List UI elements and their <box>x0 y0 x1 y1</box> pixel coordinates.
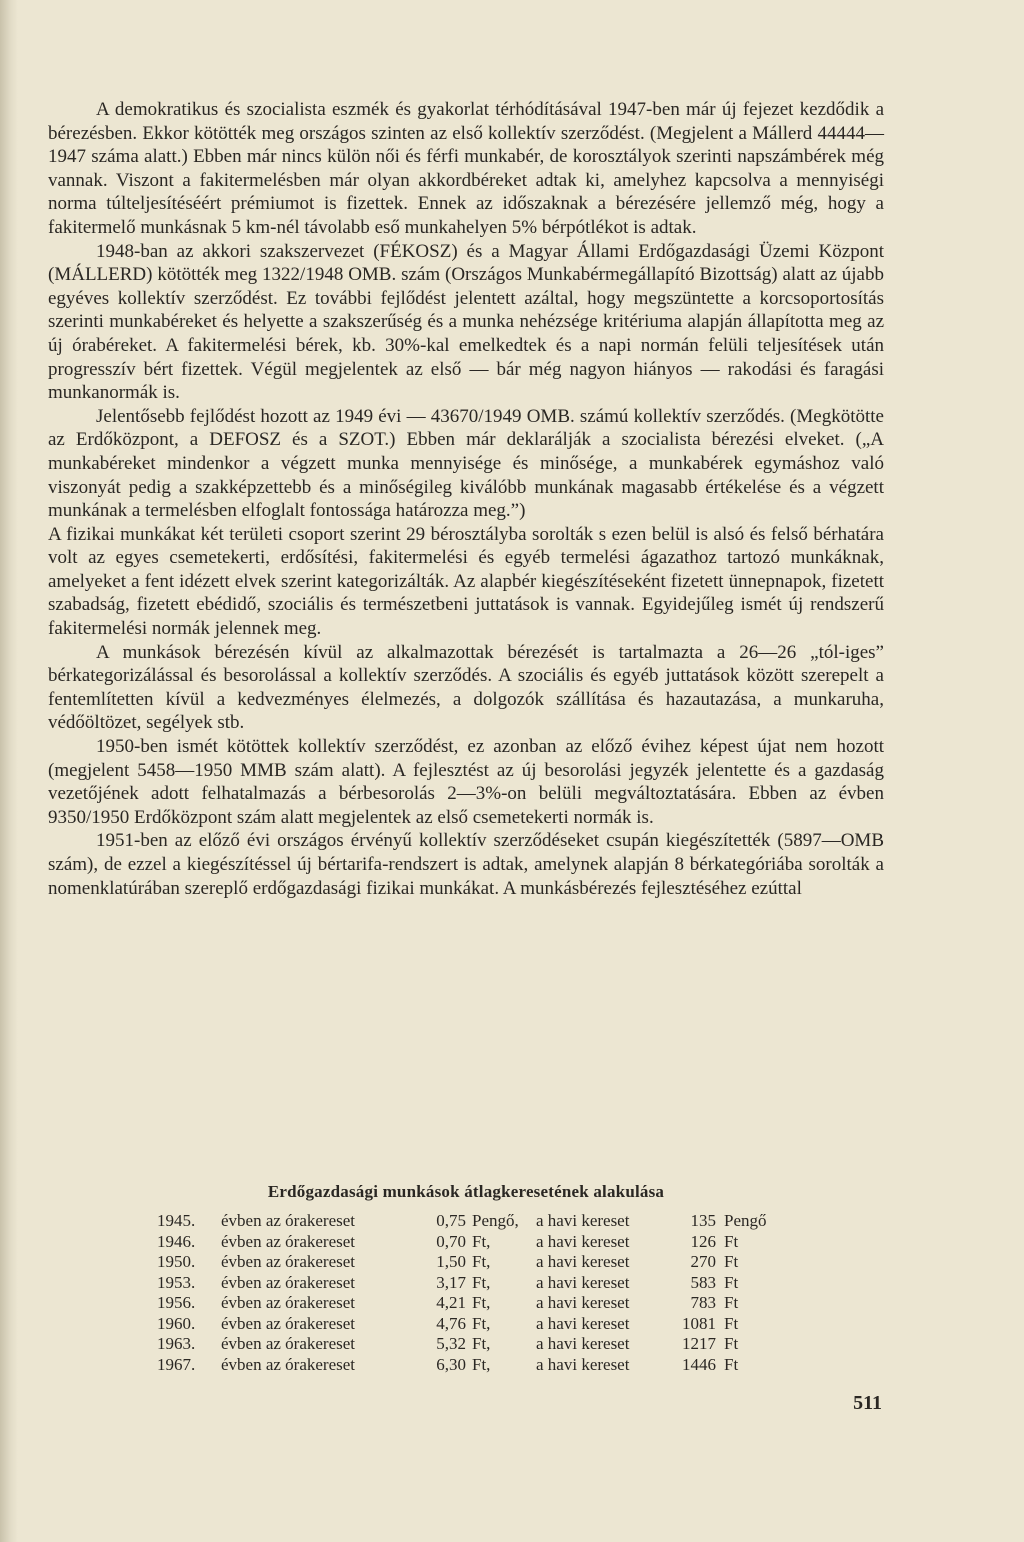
hourly-currency-cell: Pengő, <box>472 1211 519 1230</box>
body-text <box>48 98 884 900</box>
year-cell: 1956. <box>157 1293 196 1312</box>
year-cell: 1960. <box>157 1313 196 1333</box>
hourly-wage-cell: 4,21 <box>436 1293 466 1312</box>
monthly-wage-cell: 1217 <box>682 1334 716 1353</box>
monthly-wage-cell: 583 <box>690 1272 716 1292</box>
table-row <box>157 1334 767 1355</box>
hourly-currency-cell: Ft, <box>472 1313 491 1333</box>
description-cell: évben az órakereset <box>221 1272 356 1292</box>
monthly-label-cell: a havi kereset <box>536 1334 630 1353</box>
description-cell: évben az órakereset <box>221 1334 356 1353</box>
monthly-label-cell: a havi kereset <box>536 1231 630 1251</box>
table-title: Erdőgazdasági munkások átlagkeresetének alakulása <box>267 1182 665 1201</box>
year-cell: 1967. <box>157 1354 196 1374</box>
paragraph-1949: Jelentősebb fejlődést hozott az 1949 évi — 43670/1949 OMB. számú kollektív szerződés. (Megkötötte az Erdőközpont, a DEFOSZ és a SZOT.) Ebben már deklarálják a szocialista bérezési elveket. („A munkabéreket mindenkor a végzett munka mennyisége és minősége, a munkabérek egymáshoz való viszonyát pedig a szakképzettebb és a minőségileg kiválóbb munkának magasabb értékelése és a végzett munkának a termelésben elfoglalt fontossága határozza meg.”) <box>48 405 884 522</box>
hourly-wage-cell: 5,32 <box>436 1334 466 1353</box>
description-cell: évben az órakereset <box>221 1252 356 1271</box>
hourly-wage-cell: 0,70 <box>436 1231 466 1251</box>
hourly-wage-cell: 1,50 <box>436 1252 466 1271</box>
hourly-currency-cell: Ft, <box>472 1334 491 1353</box>
page-edge-shadow <box>0 0 18 1542</box>
hourly-wage-cell: 4,76 <box>436 1313 466 1333</box>
monthly-wage-cell: 783 <box>690 1293 716 1312</box>
monthly-label-cell: a havi kereset <box>536 1252 630 1271</box>
table-row <box>157 1211 767 1232</box>
description-cell: évben az órakereset <box>221 1231 356 1251</box>
hourly-currency-cell: Ft, <box>472 1272 491 1292</box>
paragraph-1951: 1951-ben az előző évi országos érvényű kollektív szerződéseket csupán kiegészítették (5897—OMB szám), de ezzel a kiegészítéssel új bértarifa-rendszert is adtak, amelynek alapján 8 bérkategóriába sorolták a nomenklatúrában szereplő erdőgazdasági fizikai munkákat. A munkásbérezés fejlesztéséhez ezúttal <box>48 830 884 899</box>
hourly-currency-cell: Ft, <box>472 1231 491 1251</box>
table-row <box>157 1293 767 1314</box>
monthly-currency-cell: Ft <box>724 1252 739 1271</box>
year-cell: 1945. <box>157 1211 196 1230</box>
monthly-wage-cell: 126 <box>690 1231 716 1251</box>
monthly-currency-cell: Ft <box>724 1313 739 1333</box>
paragraph-1947: A demokratikus és szocialista eszmék és gyakorlat térhódításával 1947-ben már új fejezet kezdődik a bérezésben. Ekkor kötötték meg országos szinten az első kollektív szerződést. (Megjelent a Mállerd 44444—1947 száma alatt.) Ebben már nincs külön női és férfi munkabér, de korosztályok szerinti napszámbérek még vannak. Viszont a fakitermelésben már olyan akkordbéreket adtak ki, amelyhez kapcsolva a mennyiségi norma túlteljesítéséért prémiumot is fizettek. Ennek az időszaknak a bérezésére jellemző még, hogy a fakitermelő munkásnak 5 km-nél távolabb eső munkahelyen 5% bérpótlékot is adtak. <box>48 99 884 238</box>
hourly-currency-cell: Ft, <box>472 1293 491 1312</box>
monthly-label-cell: a havi kereset <box>536 1211 630 1230</box>
table-row <box>157 1232 767 1253</box>
year-cell: 1953. <box>157 1272 196 1292</box>
description-cell: évben az órakereset <box>221 1354 356 1374</box>
hourly-currency-cell: Ft, <box>472 1252 491 1271</box>
monthly-currency-cell: Pengő <box>724 1211 767 1230</box>
table-row <box>157 1355 767 1376</box>
monthly-label-cell: a havi kereset <box>536 1354 630 1374</box>
table-row <box>157 1273 767 1294</box>
paragraph-employees: A munkások bérezésén kívül az alkalmazottak bérezését is tartalmazta a 26—26 „tól-iges” bérkategorizálással és besorolással a kollektív szerződés. A szociális és egyéb juttatások között szerepelt a fentemlítetten kívül a kedvezményes élelmezés, a dolgozók szállítása és hazautazása, a munkaruha, védőöltözet, segélyek stb. <box>48 641 884 734</box>
description-cell: évben az órakereset <box>221 1211 356 1230</box>
paragraph-1948: 1948-ban az akkori szakszervezet (FÉKOSZ) és a Magyar Állami Erdőgazdasági Üzemi Központ (MÁLLERD) kötötték meg 1322/1948 OMB. szám (Országos Munkabérmegállapító Bizottság) alatt az újabb egyéves kollektív szerződést. Ez további fejlődést jelentett azáltal, hogy megszüntette a korcsoportosítás szerinti munkabéreket és helyette a szakszerűség és a munka nehézsége kritériuma alapján állapította meg az új órabéreket. A fakitermelési bérek, kb. 30%-kal emelkedtek és a napi normán felüli teljesítések után progresszív bért fizettek. Végül megjelentek az első — bár még nagyon hiányos — rakodási és faragási munkanormák is. <box>48 240 884 404</box>
hourly-wage-cell: 3,17 <box>436 1272 466 1292</box>
monthly-label-cell: a havi kereset <box>536 1313 630 1333</box>
monthly-wage-cell: 270 <box>690 1252 716 1271</box>
year-cell: 1950. <box>157 1252 196 1271</box>
year-cell: 1963. <box>157 1334 196 1353</box>
hourly-wage-cell: 0,75 <box>436 1211 466 1230</box>
monthly-wage-cell: 1081 <box>682 1313 716 1333</box>
page-number: 511 <box>853 1392 882 1414</box>
paragraph-1950: 1950-ben ismét kötöttek kollektív szerződést, ez azonban az előző évihez képest újat nem hozott (megjelent 5458—1950 MMB szám alatt). A fejlesztést az új besorolási jegyzék jelentette és a gazdaság vezetőjének adott felhatalmazás a bérbesorolás 2—3%-on belüli megváltoztatására. Ebben az évben 9350/1950 Erdőközpont szám alatt megjelentek az első csemetekerti normák is. <box>48 736 884 828</box>
monthly-label-cell: a havi kereset <box>536 1272 630 1292</box>
description-cell: évben az órakereset <box>221 1293 356 1312</box>
monthly-currency-cell: Ft <box>724 1334 739 1353</box>
table-row <box>157 1252 767 1273</box>
monthly-wage-cell: 135 <box>690 1211 716 1230</box>
table-row <box>157 1314 767 1335</box>
hourly-currency-cell: Ft, <box>472 1354 491 1374</box>
paragraph-physical-work: A fizikai munkákat két területi csoport szerint 29 bérosztályba sorolták s ezen belül is alsó és felső bérhatára volt az egyes csemetekerti, erdősítési, fakitermelési és egyéb termelési ágazathoz tartozó munkáknak, amelyeket a fent idézett elvek szerint kategorizálták. Az alapbér kiegészítéseként fizetett ünnepnapok, fizetett szabadság, fizetett ebédidő, szociális és természetbeni juttatások is vannak. Egyidejűleg ismét új rendszerű fakitermelési normák jelennek meg. <box>48 523 884 640</box>
description-cell: évben az órakereset <box>221 1313 356 1333</box>
hourly-wage-cell: 6,30 <box>436 1354 466 1374</box>
earnings-table <box>157 1211 767 1375</box>
year-cell: 1946. <box>157 1231 196 1251</box>
monthly-currency-cell: Ft <box>724 1354 739 1374</box>
monthly-currency-cell: Ft <box>724 1293 739 1312</box>
monthly-wage-cell: 1446 <box>682 1354 716 1374</box>
monthly-currency-cell: Ft <box>724 1231 739 1251</box>
monthly-label-cell: a havi kereset <box>536 1293 630 1312</box>
monthly-currency-cell: Ft <box>724 1272 739 1292</box>
